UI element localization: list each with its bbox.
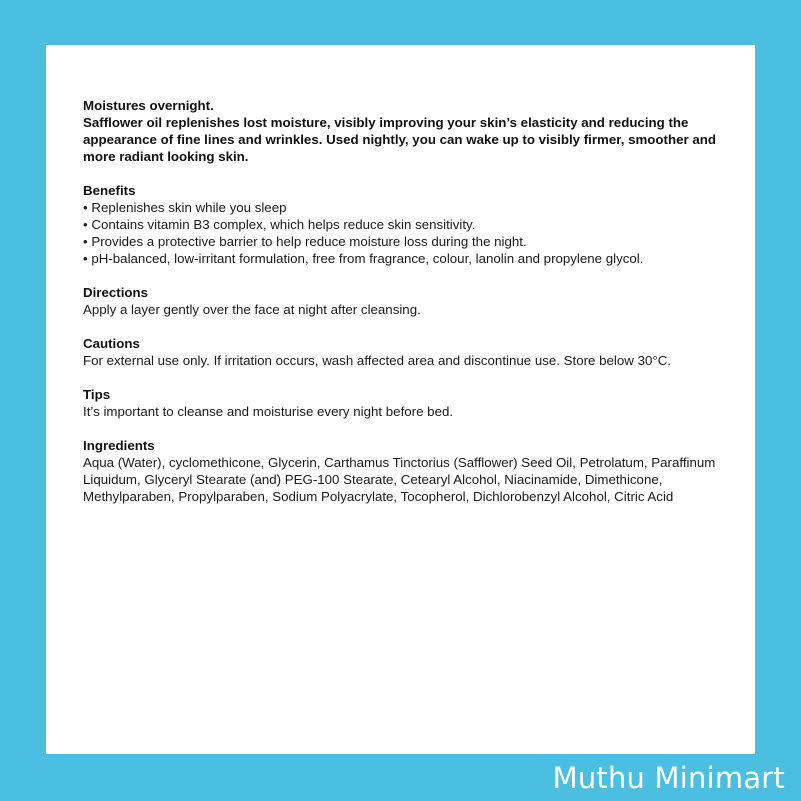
intro-section xyxy=(83,97,723,165)
benefit-item: • Replenishes skin while you sleep xyxy=(83,199,723,216)
product-info-card xyxy=(46,45,755,754)
ingredients-section xyxy=(83,437,723,505)
ingredients-text: Aqua (Water), cyclomethicone, Glycerin, Carthamus Tinctorius (Safflower) Seed Oil, Petrolatum, Paraffinum Liquidum, Glyceryl Stearate (and) PEG-100 Stearate, Cetearyl Alcohol, Niacinamide, Dimethicone, Methylparaben, Propylparaben, Sodium Polyacrylate, Tocopherol, Dichlorobenzyl Alcohol, Citric Acid xyxy=(83,455,716,504)
intro-body: Safflower oil replenishes lost moisture, visibly improving your skin’s elasticity and reducing the appearance of fine lines and wrinkles. Used nightly, you can wake up to visibly firmer, smoother and more radiant looking skin. xyxy=(83,115,716,164)
tips-text: It’s important to cleanse and moisturise every night before bed. xyxy=(83,404,454,419)
product-description xyxy=(83,97,723,505)
directions-section xyxy=(83,284,723,318)
benefits-heading: Benefits xyxy=(83,183,136,198)
store-name: Muthu Minimart xyxy=(552,761,785,795)
directions-heading: Directions xyxy=(83,285,149,300)
cautions-heading: Cautions xyxy=(83,336,140,351)
ingredients-heading: Ingredients xyxy=(83,438,155,453)
benefit-item: • Provides a protective barrier to help reduce moisture loss during the night. xyxy=(83,233,723,250)
benefits-section xyxy=(83,182,723,267)
benefit-item: • pH-balanced, low-irritant formulation, free from fragrance, colour, lanolin and propylene glycol. xyxy=(83,250,723,267)
cautions-section xyxy=(83,335,723,369)
tips-section xyxy=(83,386,723,420)
directions-text: Apply a layer gently over the face at night after cleansing. xyxy=(83,302,421,317)
benefit-item: • Contains vitamin B3 complex, which helps reduce skin sensitivity. xyxy=(83,216,723,233)
cautions-text: For external use only. If irritation occurs, wash affected area and discontinue use. Store below 30°C. xyxy=(83,353,671,368)
intro-title: Moistures overnight. xyxy=(83,98,214,113)
tips-heading: Tips xyxy=(83,387,111,402)
